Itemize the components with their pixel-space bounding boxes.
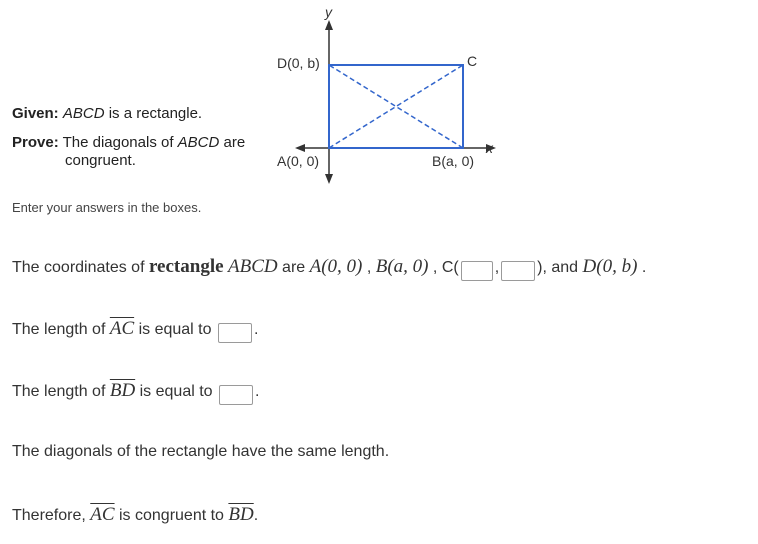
instructions: Enter your answers in the boxes. (12, 200, 202, 215)
y-axis-arrow-up (325, 20, 333, 30)
c-x-input[interactable] (461, 261, 493, 281)
diagonal-bd (329, 65, 463, 148)
coordinates-line (12, 256, 646, 281)
given-statement (12, 105, 202, 122)
coords-comma: , (494, 259, 500, 276)
vertex-label-b: B(a, 0) (432, 153, 475, 169)
bd-prefix: The length of (12, 383, 110, 400)
coords-are: are (277, 259, 310, 276)
prove-label: Prove: (12, 134, 59, 151)
coords-rect-name: ABCD (227, 256, 278, 277)
ac-prefix: The length of (12, 321, 110, 338)
ac-length-input[interactable] (218, 323, 252, 343)
c-y-input[interactable] (501, 261, 535, 281)
axis-label-x: x (486, 140, 493, 156)
ac-suffix: is equal to (134, 321, 216, 338)
prove-subject: ABCD (177, 134, 220, 151)
coords-sep2: , C( (428, 259, 459, 276)
ac-end: . (253, 321, 259, 338)
therefore-prefix: Therefore, (12, 507, 91, 524)
segment-bd: $\overline{BD}$ (109, 380, 136, 401)
therefore-end: . (253, 507, 259, 524)
bd-length-input[interactable] (219, 385, 253, 405)
bd-length-line (12, 380, 259, 405)
bd-suffix: is equal to (135, 383, 217, 400)
coord-b: B(a, 0) (375, 256, 429, 277)
axis-label-y: y (325, 4, 332, 20)
coords-close: ), and (537, 259, 583, 276)
coordinate-diagram (270, 0, 500, 190)
segment-bd-conclusion: $\overline{BD}$ (228, 504, 254, 525)
coord-d: D(0, b) (582, 256, 638, 277)
ac-length-line (12, 318, 258, 343)
same-length-statement: The diagonals of the rectangle have the same length. (12, 443, 390, 460)
prove-text-3: congruent. (65, 152, 136, 169)
prove-text-2: are (219, 134, 246, 151)
bd-end: . (255, 383, 260, 400)
coords-prefix: The coordinates of (12, 259, 149, 276)
therefore-line (12, 504, 258, 526)
segment-ac: $\overline{AC}$ (109, 318, 135, 339)
coords-end: . (637, 259, 647, 276)
vertex-label-a: A(0, 0) (277, 153, 320, 169)
given-label: Given: (12, 105, 59, 122)
therefore-mid: is congruent to (114, 507, 229, 524)
coord-a: A(0, 0) (309, 256, 363, 277)
prove-text-1: The diagonals of (62, 134, 178, 151)
vertex-label-d: D(0, b) (277, 55, 320, 71)
x-axis-arrow-left (295, 144, 305, 152)
rectangle-abcd (329, 65, 463, 148)
segment-ac-conclusion: $\overline{AC}$ (90, 504, 115, 525)
coords-sep1: , (362, 259, 376, 276)
given-subject: ABCD (62, 105, 105, 122)
diagonal-ac (329, 65, 463, 148)
given-text: is a rectangle. (104, 105, 203, 122)
prove-statement (12, 134, 245, 151)
prove-statement-cont (65, 152, 136, 169)
y-axis-arrow-down (325, 174, 333, 184)
coords-rect-word: rectangle (148, 256, 224, 277)
vertex-label-c: C (467, 53, 478, 69)
